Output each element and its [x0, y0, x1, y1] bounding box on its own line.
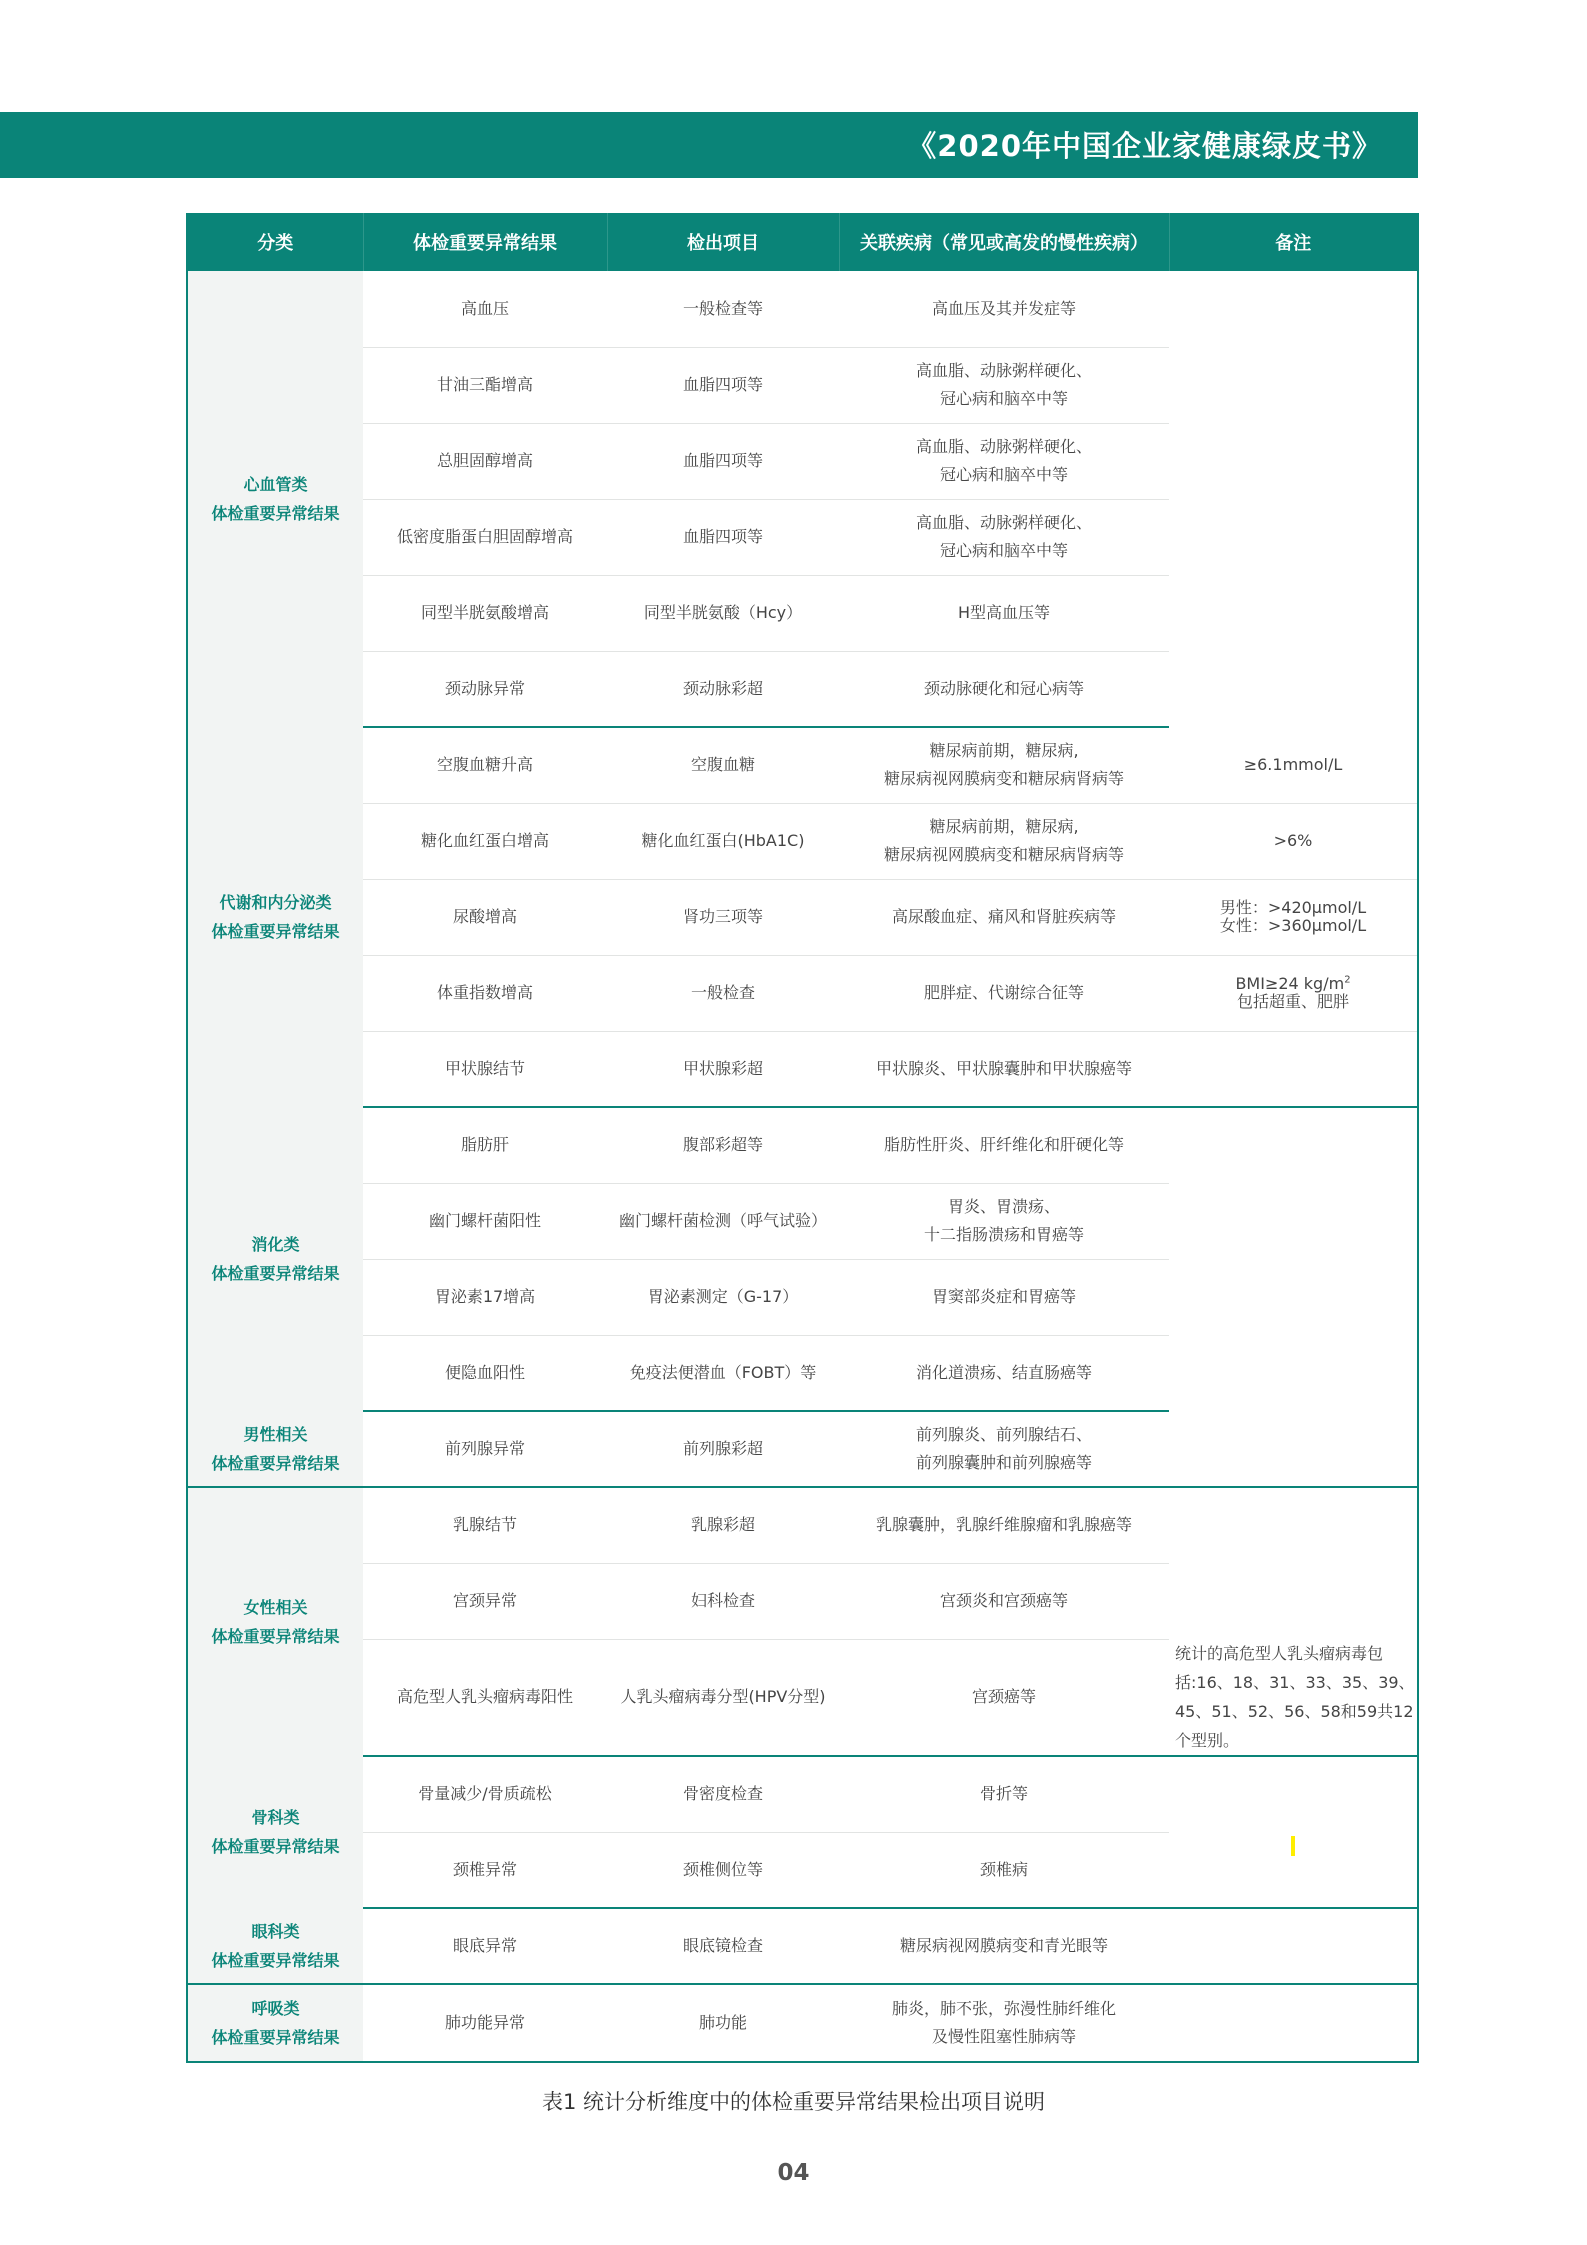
table-row — [187, 727, 1418, 803]
result-cell: 体重指数增高 — [363, 955, 607, 1031]
table-row — [187, 1984, 1418, 2062]
disease-cell: 骨折等 — [839, 1756, 1169, 1832]
table-row — [187, 955, 1418, 1031]
note-cell — [1169, 1756, 1418, 1908]
table-header-row — [187, 213, 1418, 271]
item-cell: 骨密度检查 — [607, 1756, 839, 1832]
item-cell: 颈椎侧位等 — [607, 1832, 839, 1908]
table-row — [187, 1756, 1418, 1832]
disease-cell: 高血脂、动脉粥样硬化、 冠心病和脑卒中等 — [839, 423, 1169, 499]
result-cell: 高危型人乳头瘤病毒阳性 — [363, 1639, 607, 1756]
item-cell: 幽门螺杆菌检测（呼气试验） — [607, 1183, 839, 1259]
result-cell: 颈动脉异常 — [363, 651, 607, 727]
item-cell: 眼底镜检查 — [607, 1908, 839, 1984]
note-cell: 男性：>420μmol/L 女性：>360μmol/L — [1169, 879, 1418, 955]
note-cell — [1169, 1031, 1418, 1107]
note-cell: >6% — [1169, 803, 1418, 879]
result-cell: 尿酸增高 — [363, 879, 607, 955]
category-cell: 呼吸类 体检重要异常结果 — [187, 1984, 363, 2062]
disease-cell: 高血脂、动脉粥样硬化、 冠心病和脑卒中等 — [839, 347, 1169, 423]
disease-cell: 糖尿病前期，糖尿病, 糖尿病视网膜病变和糖尿病肾病等 — [839, 803, 1169, 879]
item-cell: 血脂四项等 — [607, 499, 839, 575]
result-cell: 肺功能异常 — [444, 2013, 525, 2032]
note-cell — [1169, 1487, 1418, 1639]
result-cell: 颈椎异常 — [363, 1832, 607, 1908]
item-cell: 一般检查 — [607, 955, 839, 1031]
disease-cell: 甲状腺炎、甲状腺囊肿和甲状腺癌等 — [839, 1031, 1169, 1107]
note-cell — [1169, 1908, 1418, 1984]
table-row — [187, 1107, 1418, 1183]
table-row — [187, 1411, 1418, 1487]
result-cell: 低密度脂蛋白胆固醇增高 — [363, 499, 607, 575]
result-cell: 前列腺异常 — [363, 1411, 607, 1487]
result-cell: 甲状腺结节 — [363, 1031, 607, 1107]
table-row — [187, 271, 1418, 347]
item-cell: 一般检查等 — [607, 271, 839, 347]
disease-cell: 肺炎，肺不张，弥漫性肺纤维化 及慢性阻塞性肺病等 — [891, 1999, 1116, 2046]
result-cell: 幽门螺杆菌阳性 — [363, 1183, 607, 1259]
header-category: 分类 — [187, 213, 363, 271]
disease-cell: 宫颈炎和宫颈癌等 — [839, 1563, 1169, 1639]
disease-cell: 高尿酸血症、痛风和肾脏疾病等 — [839, 879, 1169, 955]
note-cell — [1169, 271, 1418, 727]
result-cell: 胃泌素17增高 — [363, 1259, 607, 1335]
disease-cell: 高血脂、动脉粥样硬化、 冠心病和脑卒中等 — [839, 499, 1169, 575]
item-cell: 空腹血糖 — [607, 727, 839, 803]
result-cell: 乳腺结节 — [363, 1487, 607, 1563]
item-cell: 血脂四项等 — [607, 347, 839, 423]
category-cell: 男性相关 体检重要异常结果 — [187, 1411, 363, 1487]
item-cell: 甲状腺彩超 — [607, 1031, 839, 1107]
category-cell: 眼科类 体检重要异常结果 — [187, 1908, 363, 1984]
note-cell — [1169, 1107, 1418, 1411]
item-cell: 血脂四项等 — [607, 423, 839, 499]
result-cell: 便隐血阳性 — [363, 1335, 607, 1411]
note-cell — [1169, 1411, 1418, 1487]
disease-cell: H型高血压等 — [839, 575, 1169, 651]
item-cell: 颈动脉彩超 — [607, 651, 839, 727]
disease-cell: 胃炎、胃溃疡、 十二指肠溃疡和胃癌等 — [839, 1183, 1169, 1259]
result-cell: 总胆固醇增高 — [363, 423, 607, 499]
header-item: 检出项目 — [607, 213, 839, 271]
disease-cell: 糖尿病前期，糖尿病, 糖尿病视网膜病变和糖尿病肾病等 — [839, 727, 1169, 803]
header-disease: 关联疾病（常见或高发的慢性疾病） — [839, 213, 1169, 271]
item-cell: 妇科检查 — [607, 1563, 839, 1639]
item-cell: 肺功能 — [698, 2013, 747, 2032]
result-cell: 宫颈异常 — [363, 1563, 607, 1639]
disease-cell: 宫颈癌等 — [839, 1639, 1169, 1756]
table-row — [187, 1031, 1418, 1107]
table-row — [187, 879, 1418, 955]
category-cell: 代谢和内分泌类 体检重要异常结果 — [187, 727, 363, 1107]
table-row — [187, 1487, 1418, 1563]
table-row — [187, 1639, 1418, 1756]
item-cell: 胃泌素测定（G-17） — [607, 1259, 839, 1335]
table-caption: 表1 统计分析维度中的体检重要异常结果检出项目说明 — [541, 2090, 1046, 2114]
disease-cell: 胃窦部炎症和胃癌等 — [839, 1259, 1169, 1335]
item-cell: 同型半胱氨酸（Hcy） — [607, 575, 839, 651]
disease-cell: 消化道溃疡、结直肠癌等 — [839, 1335, 1169, 1411]
disease-cell: 糖尿病视网膜病变和青光眼等 — [839, 1908, 1169, 1984]
table-row — [187, 1908, 1418, 1984]
page-number: 04 — [777, 2160, 810, 2186]
category-cell: 心血管类 体检重要异常结果 — [187, 271, 363, 727]
result-cell: 空腹血糖升高 — [363, 727, 607, 803]
header-result: 体检重要异常结果 — [363, 213, 607, 271]
exam-results-table — [186, 213, 1419, 2063]
note-cell: ≥6.1mmol/L — [1169, 727, 1418, 803]
result-cell: 甘油三酯增高 — [363, 347, 607, 423]
result-cell: 高血压 — [363, 271, 607, 347]
item-cell: 前列腺彩超 — [607, 1411, 839, 1487]
highlight-mark — [1291, 1836, 1295, 1856]
result-cell: 同型半胱氨酸增高 — [363, 575, 607, 651]
disease-cell: 肥胖症、代谢综合征等 — [839, 955, 1169, 1031]
result-cell: 眼底异常 — [363, 1908, 607, 1984]
category-cell: 骨科类 体检重要异常结果 — [187, 1756, 363, 1908]
disease-cell: 乳腺囊肿，乳腺纤维腺瘤和乳腺癌等 — [839, 1487, 1169, 1563]
item-cell: 乳腺彩超 — [607, 1487, 839, 1563]
disease-cell: 前列腺炎、前列腺结石、 前列腺囊肿和前列腺癌等 — [839, 1411, 1169, 1487]
disease-cell: 颈椎病 — [839, 1832, 1169, 1908]
category-cell: 消化类 体检重要异常结果 — [187, 1107, 363, 1411]
note-cell: BMI≥24 $kg/m^2$ 包括超重、肥胖 — [1169, 955, 1418, 1031]
result-cell: 骨量减少/骨质疏松 — [363, 1756, 607, 1832]
category-cell: 女性相关 体检重要异常结果 — [187, 1487, 363, 1756]
item-cell: 腹部彩超等 — [607, 1107, 839, 1183]
hpv-note-cell: 统计的高危型人乳头瘤病毒包括:16、18、31、33、35、39、45、51、52、56、58和59共12个型别。 — [1169, 1639, 1418, 1756]
item-cell: 肾功三项等 — [607, 879, 839, 955]
result-cell: 脂肪肝 — [363, 1107, 607, 1183]
table-row — [187, 803, 1418, 879]
item-cell: 人乳头瘤病毒分型(HPV分型) — [607, 1639, 839, 1756]
header-banner — [0, 112, 1418, 178]
item-cell: 糖化血红蛋白(HbA1C) — [607, 803, 839, 879]
disease-cell: 高血压及其并发症等 — [839, 271, 1169, 347]
header-note: 备注 — [1169, 213, 1418, 271]
document-title: 《2020年中国企业家健康绿皮书》 — [907, 129, 1382, 163]
disease-cell: 脂肪性肝炎、肝纤维化和肝硬化等 — [839, 1107, 1169, 1183]
result-cell: 糖化血红蛋白增高 — [363, 803, 607, 879]
item-cell: 免疫法便潜血（FOBT）等 — [607, 1335, 839, 1411]
disease-cell: 颈动脉硬化和冠心病等 — [839, 651, 1169, 727]
note-cell — [1169, 1984, 1418, 2062]
